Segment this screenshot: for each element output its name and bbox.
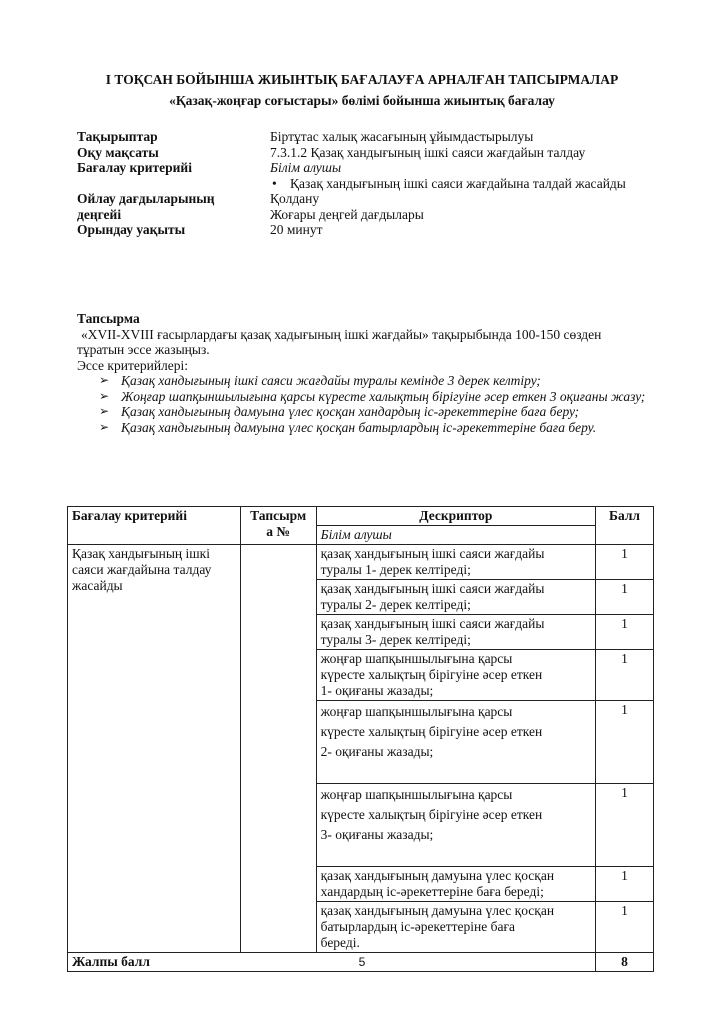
criterion-cell: Қазақ хандығының ішкі саяси жағдайына талдау жасайды [68, 545, 241, 953]
thinking-label-line2: деңгейі [77, 206, 122, 222]
arrow-bullet-icon: ➢ [99, 419, 110, 434]
thinking-value [270, 191, 652, 222]
essay-criteria-list [99, 373, 652, 435]
goal-value: 7.3.1.2 Қазақ хандығының ішкі саяси жағдайын талдау [270, 144, 586, 160]
col-header-task: Тапсырм а № [240, 507, 316, 545]
descriptor-cell: қазақ хандығының ішкі саяси жағдайы туралы 2- дерек келтіреді; [316, 580, 595, 615]
arrow-bullet-icon: ➢ [99, 388, 110, 403]
descriptor-cell: қазақ хандығының ішкі саяси жағдайы туралы 1- дерек келтіреді; [316, 545, 595, 580]
descriptor-cell: қазақ хандығының дамуына үлес қосқан хандардың іс-әрекеттеріне баға береді; [316, 867, 595, 902]
descriptor-cell: жоңғар шапқыншылығына қарсы күресте халықтың бірігуіне әсер еткен 2- оқиғаны жазады; [316, 701, 595, 784]
criteria-intro: Білім алушы [270, 160, 342, 175]
time-label: Орындау уақыты [77, 222, 186, 237]
score-cell: 1 [596, 580, 654, 615]
criteria-bullet-text: Қазақ хандығының ішкі саяси жағдайына талдай жасайды [290, 175, 626, 191]
score-cell: 1 [596, 545, 654, 580]
score-cell: 1 [596, 650, 654, 701]
list-item: ➢ Қазақ хандығының дамуына үлес қосқан батырлардың іс-әрекеттеріне баға беру. [99, 419, 597, 435]
col-header-score: Балл [596, 507, 654, 545]
col-header-criteria: Бағалау критерийі [68, 507, 241, 545]
info-table [77, 129, 652, 238]
page-number: 5 [358, 955, 366, 969]
document-title: І ТОҚСАН БОЙЫНША ЖИЫНТЫҚ БАҒАЛАУҒА АРНАЛҒАН ТАПСЫРМАЛАР [105, 72, 619, 87]
score-cell: 1 [596, 867, 654, 902]
topics-label: Тақырыптар [77, 129, 158, 144]
arrow-bullet-icon: ➢ [99, 404, 110, 418]
list-item: ➢ Қазақ хандығының ішкі саяси жағдайы туралы кемінде 3 дерек келтіру; [99, 373, 541, 388]
score-cell: 1 [596, 784, 654, 867]
criteria-bullet [270, 176, 652, 192]
task-text-line1: «XVII-XVIII ғасырлардағы қазақ хадығының ішкі жағдайы» тақырыбында 100-150 сөзден [81, 326, 602, 342]
task-text-line2: тұратын эссе жазыңыз. [77, 342, 210, 357]
table-row [68, 545, 654, 580]
descriptor-cell: қазақ хандығының ішкі саяси жағдайы туралы 3- дерек келтіреді; [316, 615, 595, 650]
document-subtitle: «Қазақ-жоңғар соғыстары» бөлімі бойынша жиынтық бағалау [169, 93, 555, 108]
task-heading: Тапсырма [77, 311, 140, 326]
total-label: Жалпы балл [68, 953, 596, 972]
assessment-table [67, 506, 654, 972]
topics-value: Біртұтас халық жасағының ұйымдастырылуы [270, 129, 534, 144]
list-item: ➢ Қазақ хандығының дамуына үлес қосқан хандардың іс-әрекеттеріне баға беру; [99, 404, 580, 419]
list-item: ➢ Жоңғар шапқыншылығына қарсы күресте халықтың бірігуіне әсер еткен 3 оқиғаны жазу; [99, 388, 646, 404]
descriptor-cell: жоңғар шапқыншылығына қарсы күресте халықтың бірігуіне әсер еткен 1- оқиғаны жазады; [316, 650, 595, 701]
arrow-bullet-icon: ➢ [99, 373, 110, 387]
total-value: 8 [596, 953, 654, 972]
time-value: 20 минут [270, 222, 323, 237]
thinking-label [77, 191, 270, 222]
criteria-label: Бағалау критерийі [77, 160, 192, 175]
descriptor-subheader: Білім алушы [316, 526, 595, 545]
descriptor-cell: қазақ хандығының дамуына үлес қосқан батырлардың іс-әрекеттеріне баға береді. [316, 902, 595, 953]
thinking-label-line1: Ойлау дағдыларының [77, 191, 215, 206]
bullet-icon: • [272, 175, 277, 191]
col-header-descriptor: Дескриптор [316, 507, 595, 526]
score-cell: 1 [596, 902, 654, 953]
score-cell: 1 [596, 701, 654, 784]
essay-criteria-heading: Эссе критерийлері: [77, 357, 189, 373]
task-section [77, 311, 652, 435]
thinking-value-line2: Жоғары деңгей дағдылары [270, 206, 424, 222]
score-cell: 1 [596, 615, 654, 650]
thinking-value-line1: Қолдану [270, 191, 320, 206]
goal-label: Оқу мақсаты [77, 144, 159, 160]
descriptor-cell: жоңғар шапқыншылығына қарсы күресте халықтың бірігуіне әсер еткен 3- оқиғаны жазады; [316, 784, 595, 867]
task-number-cell [240, 545, 316, 953]
criteria-cell [270, 160, 652, 191]
